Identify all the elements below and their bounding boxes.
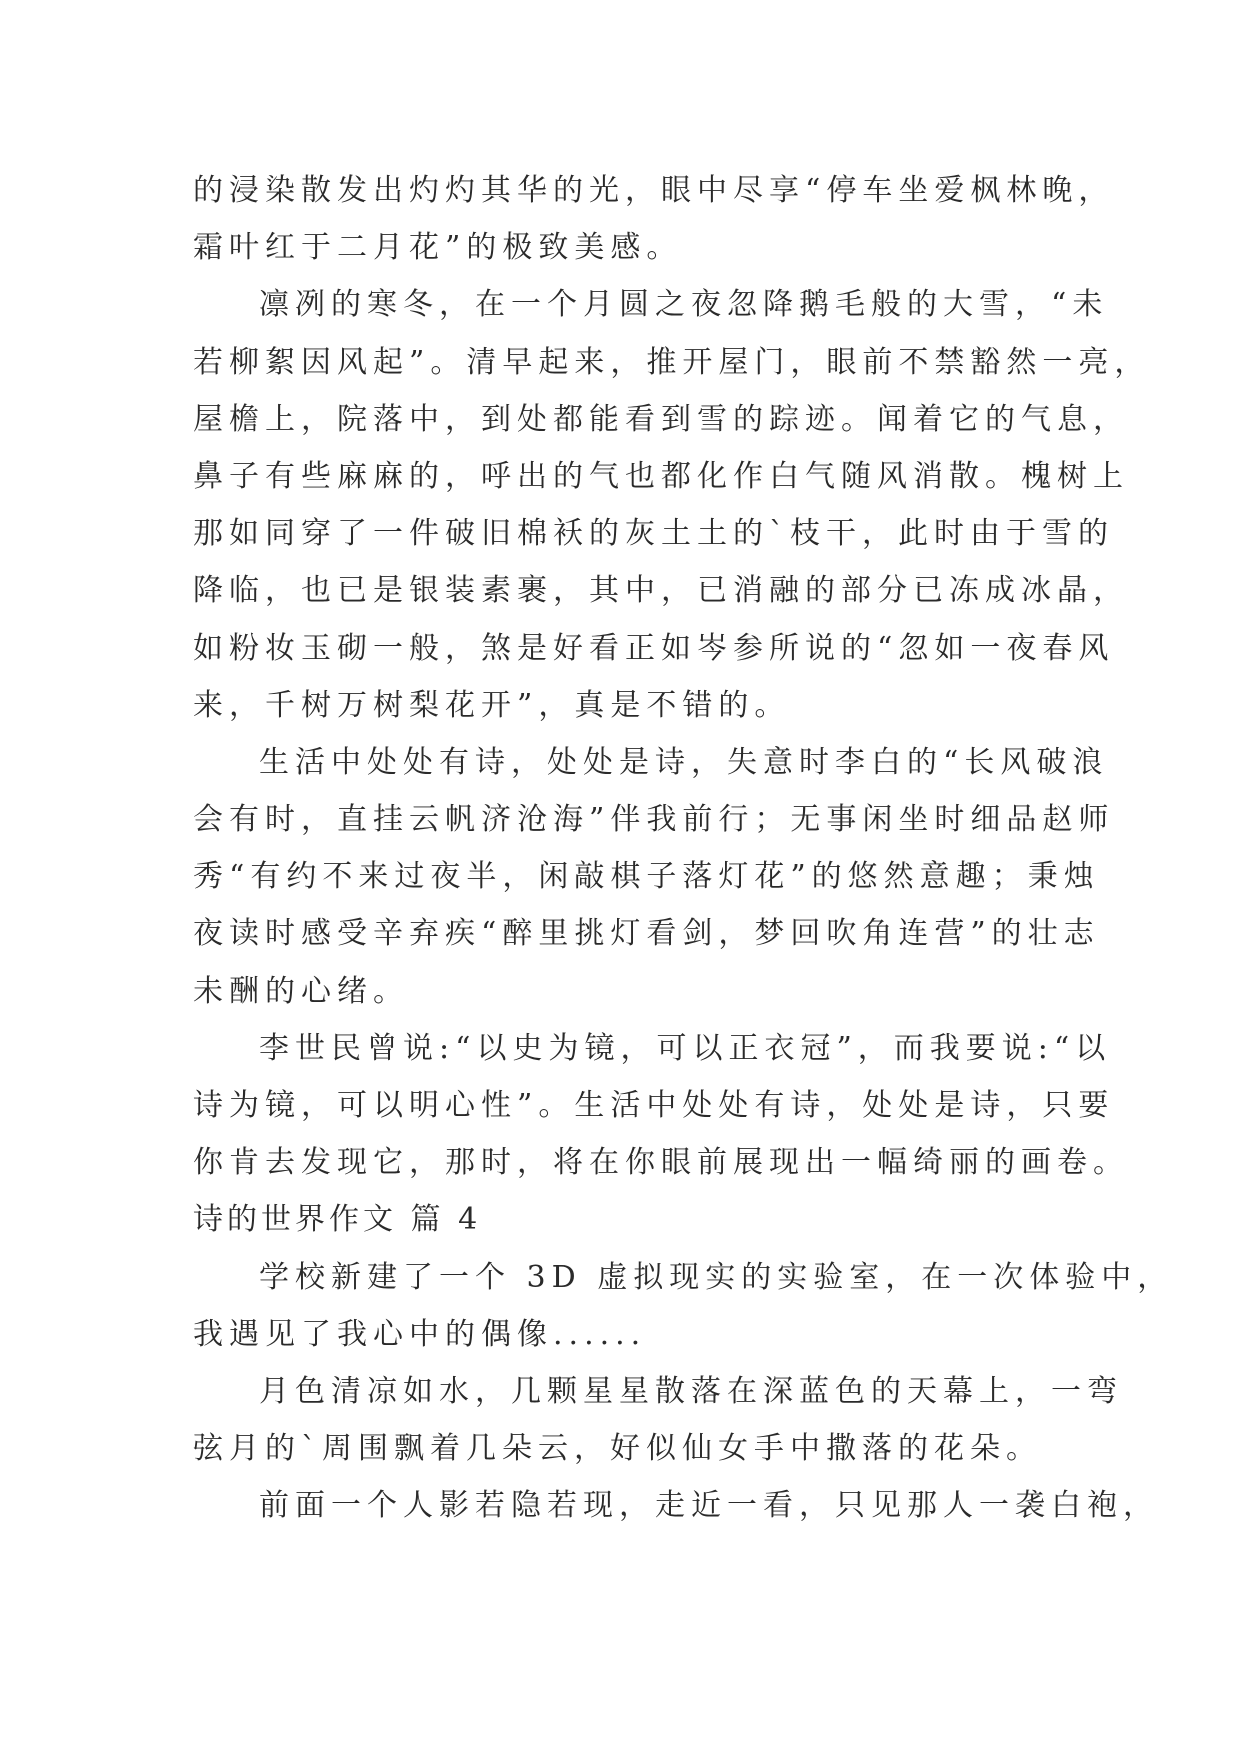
text-line: 未酬的心绪。 xyxy=(193,973,409,1009)
text-line: 那如同穿了一件破旧棉袄的灰土土的`枝干，此时由于雪的 xyxy=(193,516,1114,552)
text-line: 学校新建了一个 3D 虚拟现实的实验室，在一次体验中， xyxy=(259,1259,1174,1295)
text-line: 我遇见了我心中的偶像...... xyxy=(193,1316,647,1352)
text-line: 月色清凉如水，几颗星星散落在深蓝色的天幕上，一弯 xyxy=(259,1373,1123,1409)
text-line: 若柳絮因风起”。清早起来，推开屋门，眼前不禁豁然一亮， xyxy=(193,344,1151,380)
text-line: 降临，也已是银装素裹，其中，已消融的部分已冻成冰晶， xyxy=(193,573,1129,609)
text-line: 来，千树万树梨花开”，真是不错的。 xyxy=(193,687,791,723)
text-line: 弦月的`周围飘着几朵云，好似仙女手中撒落的花朵。 xyxy=(193,1431,1042,1467)
text-line: 李世民曾说:“以史为镜，可以正衣冠”，而我要说:“以 xyxy=(259,1030,1112,1066)
text-line: 的浸染散发出灼灼其华的光，眼中尽享“停车坐爱枫林晚， xyxy=(193,173,1115,208)
text-line: 会有时，直挂云帆济沧海”伴我前行；无事闲坐时细品赵师 xyxy=(193,802,1115,838)
document-body xyxy=(193,162,1174,1535)
text-line: 凛冽的寒冬，在一个月圆之夜忽降鹅毛般的大雪，“未 xyxy=(259,287,1109,323)
text-line: 生活中处处有诗，处处是诗，失意时李白的“长风破浪 xyxy=(259,744,1109,780)
text-line: 鼻子有些麻麻的，呼出的气也都化作白气随风消散。槐树上 xyxy=(193,458,1129,494)
text-line: 你肯去发现它，那时，将在你眼前展现出一幅绮丽的画卷。 xyxy=(193,1145,1129,1181)
text-line: 诗为镜，可以明心性”。生活中处处有诗，处处是诗，只要 xyxy=(193,1088,1115,1123)
text-line: 夜读时感受辛弃疾“醉里挑灯看剑，梦回吹角连营”的壮志 xyxy=(193,916,1100,952)
text-line: 如粉妆玉砌一般，煞是好看正如岑参所说的“忽如一夜春风 xyxy=(193,630,1115,666)
text-line: 屋檐上，院落中，到处都能看到雪的踪迹。闻着它的气息， xyxy=(193,401,1129,437)
text-line: 前面一个人影若隐若现，走近一看，只见那人一袭白袍， xyxy=(259,1488,1159,1524)
section-heading: 诗的世界作文 篇 4 xyxy=(193,1202,482,1238)
text-line: 霜叶红于二月花”的极致美感。 xyxy=(193,230,683,266)
text-line: 秀“有约不来过夜半，闲敲棋子落灯花”的悠然意趣；秉烛 xyxy=(193,859,1100,895)
